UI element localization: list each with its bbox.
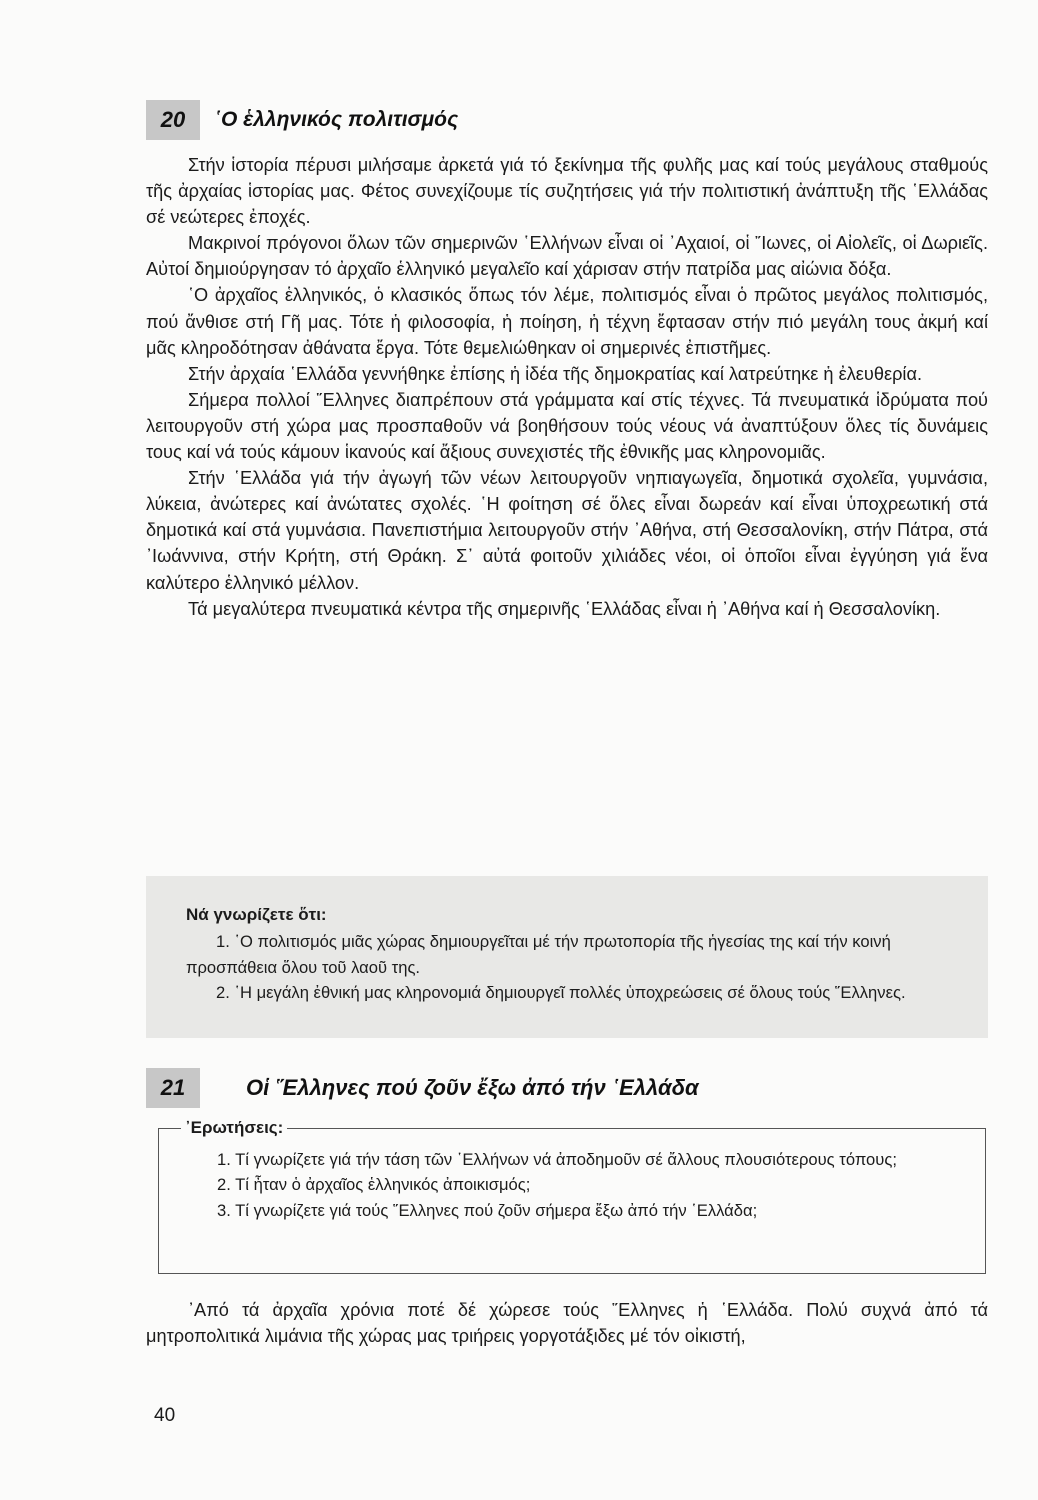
questions-box (158, 1118, 986, 1274)
page-number: 40 (154, 1405, 176, 1426)
paragraph: ᾿Από τά ἀρχαῖα χρόνια ποτέ δέ χώρεσε τούς ῞Ελληνες ἡ ῾Ελλάδα. Πολύ συχνά ἀπό τά μητροπολιτικά λιμάνια τῆς χώρας μας τριήρεις γοργοτάξιδες μέ τόν οἰκιστή, (146, 1300, 988, 1347)
note-list (186, 929, 968, 1006)
section-title: Οἱ ῞Ελληνες πού ζοῦν ἔξω ἀπό τήν ῾Ελλάδα (246, 1075, 699, 1100)
section-number: 21 (146, 1068, 200, 1108)
note-title: Νά γνωρίζετε ὅτι: (186, 905, 327, 924)
paragraph: Στήν ἀρχαία ῾Ελλάδα γεννήθηκε ἐπίσης ἡ ἰδέα τῆς δημοκρατίας καί λατρεύτηκε ἡ ἐλευθερία. (188, 363, 923, 384)
question-item: 2. Τί ἦταν ὁ ἀρχαῖος ἑλληνικός ἀποικισμός; (217, 1175, 531, 1195)
section-title: ῾Ο ἑλληνικός πολιτισμός (214, 108, 459, 131)
note-box (146, 876, 988, 1038)
paragraph: Τά μεγαλύτερα πνευματικά κέντρα τῆς σημερινῆς ῾Ελλάδας εἶναι ἡ ᾿Αθήνα καί ἡ Θεσσαλονίκη. (188, 598, 941, 619)
questions-list (187, 1147, 967, 1223)
paragraph: ῾Ο ἀρχαῖος ἑλληνικός, ὁ κλασικός ὅπως τόν λέμε, πολιτισμός εἶναι ὁ πρῶτος μεγάλος πολιτισμός, πού ἄνθισε στή Γῆ μας. Τότε ἡ φιλοσοφία, ἡ ποίηση, ἡ τέχνη ἔφτασαν στήν πιό μεγάλη τους ἀκμή καί μᾶς κληροδότησαν ἀθάνατα ἔργα. Τότε θεμελιώθηκαν οἱ σημερινές ἐπιστῆμες. (146, 285, 988, 358)
note-item: 2. ῾Η μεγάλη ἐθνική μας κληρονομιά δημιουργεῖ πολλές ὑποχρεώσεις σέ ὅλους τούς ῞Ελληνες. (216, 983, 906, 1002)
section-21-header (146, 1068, 926, 1108)
paragraph: Στήν ἱστορία πέρυσι μιλήσαμε ἀρκετά γιά τό ξεκίνημα τῆς φυλῆς μας καί τούς μεγάλους σταθμούς τῆς ἀρχαίας ἱστορίας μας. Φέτος συνεχίζουμε τίς συζητήσεις γιά τήν πολιτιστική ἀνάπτυξη τῆς ῾Ελλάδας σέ νεώτερες ἐποχές. (146, 155, 988, 228)
question-item: 1. Τί γνωρίζετε γιά τήν τάση τῶν ῾Ελλήνων νά ἀποδημοῦν σέ ἄλλους πλουσιότερους τόπους; (217, 1150, 897, 1169)
section-20-header (146, 100, 926, 140)
section-21-body (146, 1297, 988, 1349)
paragraph: Σήμερα πολλοί ῞Ελληνες διαπρέπουν στά γράμματα καί στίς τέχνες. Τά πνευματικά ἱδρύματα πού λειτουργοῦν στή χώρα μας προσπαθοῦν νά βοηθήσουν τούς νέους νά ἀναπτύξουν ὅλες τίς δυνάμεις τους καί νά τούς κάμουν ἱκανούς καί ἄξιους συνεχιστές τῆς ἐθνικῆς μας κληρονομιᾶς. (146, 389, 988, 463)
questions-title: ᾿Ερωτήσεις: (181, 1118, 287, 1138)
section-20-body (146, 152, 988, 622)
paragraph: Μακρινοί πρόγονοι ὅλων τῶν σημερινῶν ῾Ελλήνων εἶναι οἱ ᾿Αχαιοί, οἱ ῎Ιωνες, οἱ Αἰολεῖς, οἱ Δωριεῖς. Αὐτοί δημιούργησαν τό ἀρχαῖο ἑλληνικό μεγαλεῖο καί χάρισαν στήν πατρίδα μας αἰώνια δόξα. (146, 233, 988, 280)
section-number: 20 (146, 100, 200, 140)
paragraph: Στήν ῾Ελλάδα γιά τήν ἀγωγή τῶν νέων λειτουργοῦν νηπιαγωγεῖα, δημοτικά σχολεῖα, γυμνάσια, λύκεια, ἀνώτερες καί ἀνώτατες σχολές. ῾Η φοίτηση σέ ὅλες εἶναι δωρεάν καί εἶναι ὑποχρεωτική στά δημοτικά καί στά γυμνάσια. Πανεπιστήμια λειτουργοῦν στήν ᾿Αθήνα, στή Θεσσαλονίκη, στήν Πάτρα, στά ᾿Ιωάννινα, στήν Κρήτη, στή Θράκη. Σ᾿ αὐτά φοιτοῦν χιλιάδες νέοι, οἱ ὁποῖοι εἶναι ἐγγύηση γιά ἕνα καλύτερο ἑλληνικό μέλλον. (146, 468, 988, 593)
question-item: 3. Τί γνωρίζετε γιά τούς ῞Ελληνες πού ζοῦν σήμερα ἔξω ἀπό τήν ῾Ελλάδα; (217, 1200, 758, 1220)
note-item: 1. ῾Ο πολιτισμός μιᾶς χώρας δημιουργεῖται μέ τήν πρωτοπορία τῆς ἡγεσίας της καί τήν κοινή προσπάθεια ὅλου τοῦ λαοῦ της. (186, 932, 891, 977)
